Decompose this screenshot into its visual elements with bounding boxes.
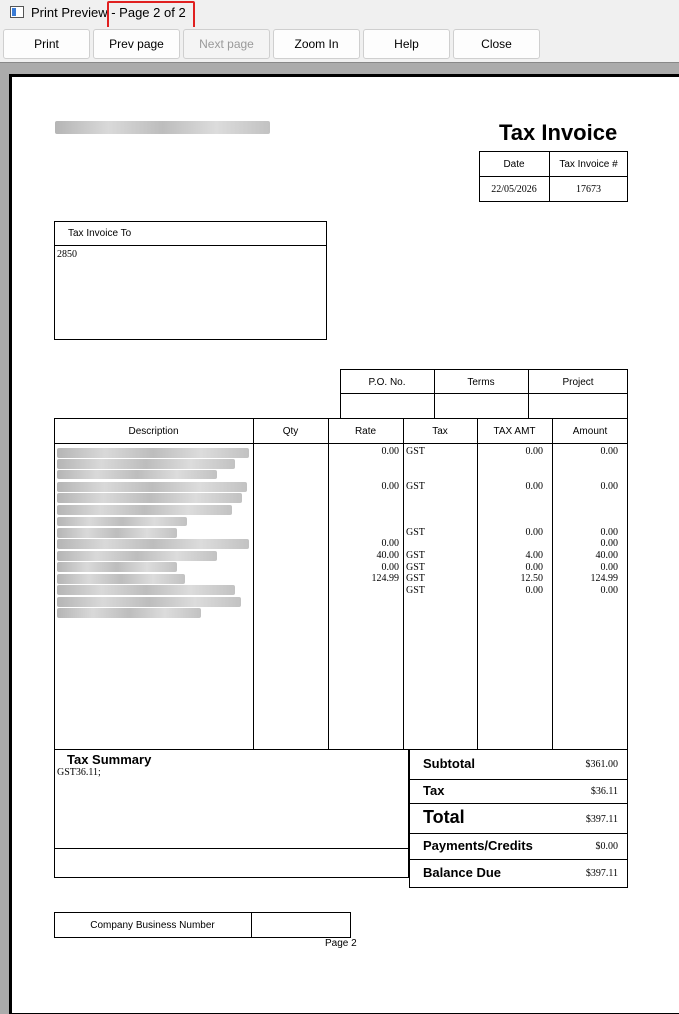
tax-label: Tax (423, 783, 445, 798)
redacted-description-line (57, 539, 249, 549)
row-rate: 40.00 (376, 550, 399, 561)
column-amount: Amount (572, 426, 608, 437)
footer-page-number: Page 2 (325, 938, 357, 949)
toolbar (0, 27, 679, 62)
title-bar (0, 0, 679, 27)
redacted-description-line (57, 551, 217, 561)
divider (409, 779, 628, 780)
prev-page-button[interactable]: Prev page (93, 29, 180, 59)
help-button[interactable]: Help (363, 29, 450, 59)
divider (552, 418, 553, 750)
redacted-description-line (57, 459, 235, 469)
row-tax-amt: 0.00 (525, 585, 543, 596)
row-tax: GST (406, 562, 425, 573)
row-rate: 0.00 (381, 481, 399, 492)
redacted-description-line (57, 585, 235, 595)
bill-to-value: 2850 (57, 249, 77, 260)
row-tax-amt: 0.00 (525, 446, 543, 457)
divider (409, 833, 628, 834)
divider (253, 418, 254, 750)
row-amount: 40.00 (595, 550, 618, 561)
redacted-description-line (57, 528, 177, 538)
column-tax: Tax (432, 426, 448, 437)
divider (328, 418, 329, 750)
date-label: Date (503, 159, 525, 170)
row-amount: 124.99 (590, 573, 618, 584)
row-rate: 0.00 (381, 538, 399, 549)
redacted-description-line (57, 493, 242, 503)
row-tax-amt: 12.50 (520, 573, 543, 584)
page-status-highlight (107, 1, 195, 29)
row-tax: GST (406, 585, 425, 596)
tax-summary-label: Tax Summary (67, 752, 152, 767)
row-amount: 0.00 (600, 527, 618, 538)
bill-to-label: Tax Invoice To (68, 228, 132, 239)
divider (54, 245, 327, 246)
row-tax: GST (406, 550, 425, 561)
row-tax: GST (406, 527, 425, 538)
row-rate: 0.00 (381, 562, 399, 573)
row-rate: 0.00 (381, 446, 399, 457)
tax-value: $36.11 (590, 786, 618, 797)
redacted-company-name (55, 121, 270, 134)
redacted-description-line (57, 597, 241, 607)
balance-due-value: $397.11 (585, 868, 618, 879)
row-amount: 0.00 (600, 481, 618, 492)
close-button[interactable]: Close (453, 29, 540, 59)
redacted-description-line (57, 562, 177, 572)
redacted-description-line (57, 574, 185, 584)
payments-value: $0.00 (595, 841, 618, 852)
print-button[interactable]: Print (3, 29, 90, 59)
divider (54, 443, 628, 444)
tax-summary-value: GST36.11; (57, 767, 101, 778)
business-number-label: Company Business Number (90, 920, 215, 931)
invoice-number: 17673 (576, 184, 601, 195)
redacted-description-line (57, 482, 247, 492)
redacted-description-line (57, 470, 217, 479)
invoice-number-label: Tax Invoice # (559, 159, 618, 170)
row-tax: GST (406, 481, 425, 492)
payments-label: Payments/Credits (423, 838, 533, 853)
project-label: Project (562, 377, 594, 388)
divider (403, 418, 404, 750)
po-label: P.O. No. (368, 377, 406, 388)
row-amount: 0.00 (600, 446, 618, 457)
print-preview-app-icon (10, 6, 24, 18)
redacted-description-line (57, 517, 187, 526)
divider (477, 418, 478, 750)
page-status: Page 2 of 2 (119, 5, 186, 20)
subtotal-value: $361.00 (585, 759, 618, 770)
row-tax-amt: 0.00 (525, 481, 543, 492)
invoice-page (12, 77, 679, 1013)
redacted-description-line (57, 505, 232, 515)
divider (409, 859, 628, 860)
row-tax-amt: 4.00 (525, 550, 543, 561)
column-tax-amt: TAX AMT (493, 426, 536, 437)
column-description: Description (128, 426, 179, 437)
row-amount: 0.00 (600, 585, 618, 596)
divider (340, 393, 628, 394)
invoice-date: 22/05/2026 (491, 184, 537, 195)
divider (409, 803, 628, 804)
row-tax-amt: 0.00 (525, 562, 543, 573)
window-title-text: Print Preview (31, 5, 108, 20)
divider (54, 848, 409, 849)
total-value: $397.11 (585, 814, 618, 825)
invoice-heading: Tax Invoice (499, 120, 618, 145)
row-amount: 0.00 (600, 562, 618, 573)
next-page-button[interactable]: Next page (183, 29, 270, 59)
row-tax: GST (406, 573, 425, 584)
divider (251, 912, 252, 938)
redacted-description-line (57, 608, 201, 618)
redacted-description-line (57, 448, 249, 458)
divider (479, 176, 628, 177)
row-tax-amt: 0.00 (525, 527, 543, 538)
terms-label: Terms (467, 377, 495, 388)
zoom-in-button[interactable]: Zoom In (273, 29, 360, 59)
window-title-separator: - (111, 5, 116, 20)
row-amount: 0.00 (600, 538, 618, 549)
tax-summary-box (54, 749, 409, 878)
row-rate: 124.99 (371, 573, 399, 584)
row-tax: GST (406, 446, 425, 457)
balance-due-label: Balance Due (423, 865, 502, 880)
total-label: Total (423, 807, 465, 827)
column-rate: Rate (354, 426, 377, 437)
subtotal-label: Subtotal (423, 756, 475, 771)
column-qty: Qty (282, 426, 299, 437)
